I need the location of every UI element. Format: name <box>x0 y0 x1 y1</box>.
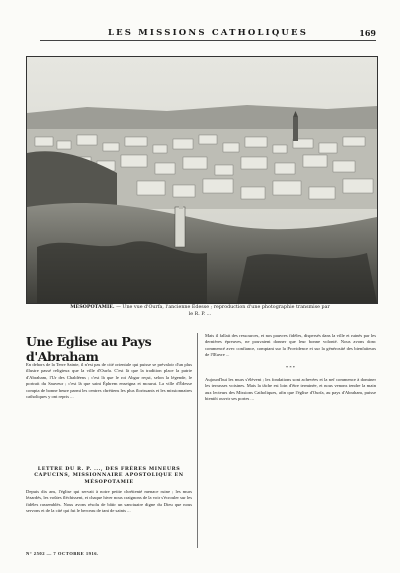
journal-title: LES MISSIONS CATHOLIQUES <box>107 28 309 38</box>
right-paragraph-2: Aujourd'hui les murs s'élèvent ; les fondations sont achevées et la nef commence à dominer les terrasses voisines. Mais la tâche est loin d'être terminée, et nous venons tendre la main aux lecteurs des Missions Catholiques, afin que l'église d'Ourfa, au pays d'Abraham, puisse bientôt ouvrir ses portes ... <box>205 377 376 402</box>
photograph-ourfa <box>26 56 378 304</box>
column-rule <box>197 333 198 548</box>
photo-caption <box>70 304 330 318</box>
section-divider: * * * <box>285 364 296 370</box>
issue-footer: N° 2502 — 7 OCTOBRE 1916. <box>26 551 99 556</box>
article-intro: En dehors de la Terre Sainte, il n'est pas de cité orientale qui puisse se prévaloir d'un plus illustre passé religieux que la ville d'Ourfa. C'est là que la tradition place la patrie d'Abraham, l'Ur des Chaldéens ; c'est là que le roi Abgar reçut, selon la légende, le portrait du Sauveur ; c'est là que saint Éphrem enseigna et mourut. La ville d'Édesse compta de bonne heure parmi les centres chrétiens les plus florissants et les missionnaires catholiques y ont repris ... <box>26 362 192 400</box>
running-header <box>40 28 376 41</box>
letter-subheading: LETTRE DU R. P. ..., DES FRÈRES MINEURS CAPUCINS, MISSIONNAIRE APOSTOLIQUE EN MÉSOPOTAMIE <box>34 466 184 485</box>
article-body-left: Depuis dix ans, l'église qui servait à notre petite chrétienté menace ruine ; les murs lézardés, les voûtes fléchissent, et chaque hiver nous craignons de la voir s'écrouler sur les fidèles rassemblés. Nous avons résolu de bâtir un sanctuaire digne du Dieu que nous servons et de la cité qui fut le berceau de tant de saints ... <box>26 489 192 514</box>
caption-place: MÉSOPOTAMIE. <box>70 304 115 310</box>
right-paragraph-1: Mais il fallait des ressources, et nos pauvres fidèles, dispersés dans la ville et ruinés par les dernières épreuves, ne pouvaient donner que leur bonne volonté. Nous avons donc commencé avec confiance, comptant sur la Providence et sur la générosité des bienfaiteurs de l'Œuvre ... <box>205 333 376 358</box>
city-panorama-image <box>27 57 377 303</box>
article-body-right <box>205 333 376 403</box>
caption-text: — Une vue d'Ourfa, l'ancienne Édesse ; reproduction d'une photographie transmise par le R. P. ... <box>116 305 330 317</box>
article-headline: Une Eglise au Pays d'Abraham <box>26 334 152 364</box>
page-number: 169 <box>359 28 376 38</box>
